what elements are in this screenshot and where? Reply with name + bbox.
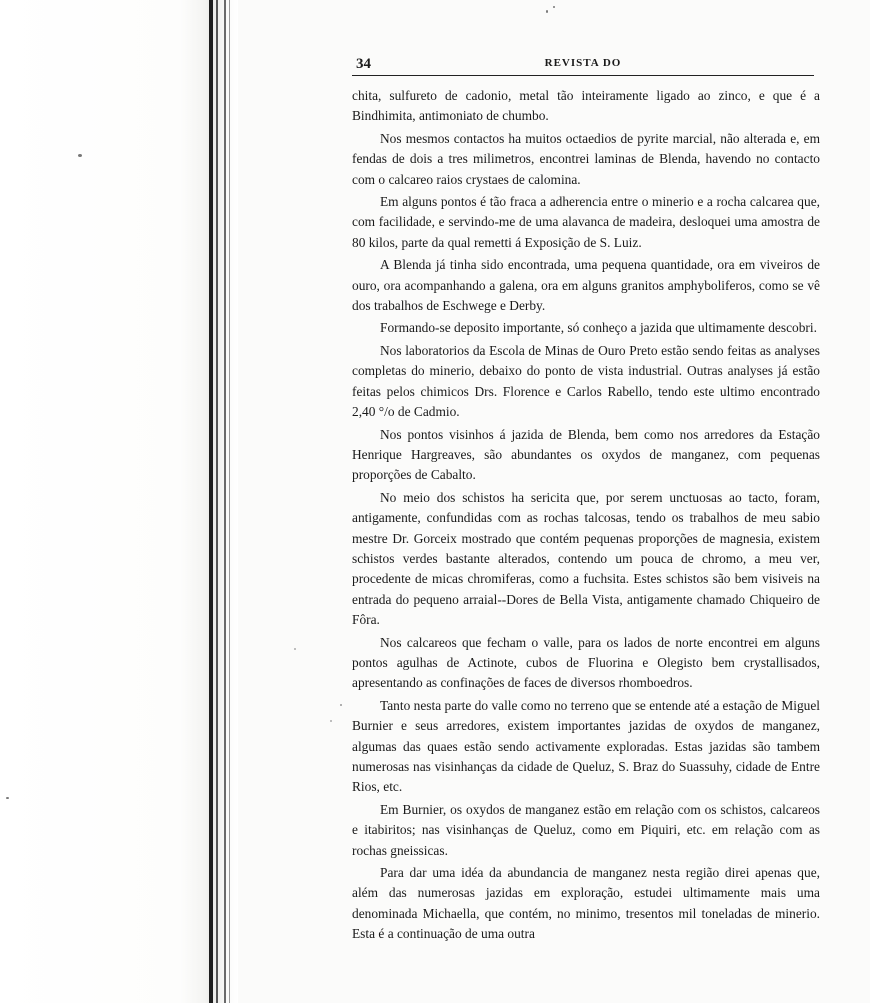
page-number: 34	[356, 56, 371, 72]
running-head: REVISTA DO	[544, 57, 622, 69]
binding-edge	[224, 0, 226, 1003]
scan-speck	[330, 720, 332, 722]
paragraph: Para dar uma idéa da abundancia de manganez nesta região direi apenas que, além das numerosas jazidas em exploração, estudei ultimamente mais uma denominada Michaella, que contém, no minimo, tresentos mil toneladas de minerio. Esta é a continuação de uma outra	[352, 865, 820, 942]
paragraph: Nos calcareos que fecham o valle, para os lados de norte encontrei em alguns pontos agulhas de Actinote, cubos de Fluorina e Olegisto bem crystallisados, apresentando as confinações de faces de diversos rhomboedros.	[352, 634, 820, 691]
scan-speck	[294, 648, 296, 650]
header-rule	[352, 75, 814, 76]
scan-speck	[78, 154, 82, 157]
paragraph: A Blenda já tinha sido encontrada, uma pequena quantidade, ora em viveiros de ouro, ora acompanhando a galena, ora em alguns granitos amphyboliferos, como se vê dos trabalhos de Eschwege e Derby.	[352, 257, 820, 314]
page-content	[352, 52, 824, 945]
paragraph: Em alguns pontos é tão fraca a adherencia entre o minerio e a rocha calcarea que, com facilidade, e servindo-me de uma alavanca de madeira, desloquei uma amostra de 80 kilos, parte da qual remetti á Exposição de S. Luiz.	[352, 194, 820, 250]
paragraph: Nos laboratorios da Escola de Minas de Ouro Preto estão sendo feitas as analyses completas do minerio, debaixo do ponto de vista industrial. Outras analyses já estão feitas pelos chimicos Drs. Florence e Carlos Rabello, tendo este ultimo encontrado 2,40 °/o de Cadmio.	[352, 342, 820, 420]
paragraph: Formando-se deposito importante, só conheço a jazida que ultimamente descobri.	[380, 320, 817, 336]
page-header	[352, 52, 814, 74]
paragraph: Nos mesmos contactos ha muitos octaedios de pyrite marcial, não alterada e, em fendas de dois a tres milimetros, encontrei laminas de Blenda, havendo no contacto com o calcareo raios crystaes de calomina.	[352, 130, 820, 187]
book-gutter	[0, 0, 238, 1003]
paragraph: chita, sulfureto de cadonio, metal tão inteiramente ligado ao zinco, e que é a Bindhimita, antimoniato de chumbo.	[352, 88, 820, 124]
scan-speck	[6, 797, 9, 799]
body-text	[352, 86, 820, 945]
scan-speck	[340, 704, 342, 706]
paragraph: Em Burnier, os oxydos de manganez estão em relação com os schistos, calcareos e itabiritos; nas visinhanças de Queluz, como em Piquiri, etc. em relação com as rochas gneissicas.	[352, 801, 820, 858]
scan-speck	[553, 6, 555, 8]
scan-speck	[546, 10, 548, 13]
binding-edge	[216, 0, 218, 1003]
paragraph: Nos pontos visinhos á jazida de Blenda, bem como nos arredores da Estação Henrique Hargreaves, são abundantes os oxydos de manganez, com pequenas proporções de Cabalto.	[352, 426, 820, 483]
paragraph: Tanto nesta parte do valle como no terreno que se entende até a estação de Miguel Burnier e seus arredores, existem importantes jazidas de oxydos de manganez, algumas das quaes estão sendo activamente exploradas. Estas jazidas são tambem numerosas nas visinhanças da cidade de Queluz, S. Braz do Suassuhy, cidade de Entre Rios, etc.	[352, 697, 820, 795]
binding-edge	[229, 0, 230, 1003]
paragraph: No meio dos schistos ha sericita que, por serem unctuosas ao tacto, foram, antigamente, confundidas com as rochas talcosas, tendo os trabalhos de meu sabio mestre Dr. Gorceix mostrado que contém pequenas proporções de magnesia, existem schistos verdes bastante alterados, contendo um pouca de chromo, a meu ver, procedente de micas chromiferas, como a fuchsita. Estes schistos são bem visiveis na entrada do pequeno arraial--Dores de Bella Vista, antigamente chamado Chiqueiro de Fôra.	[352, 489, 820, 628]
binding-edge	[209, 0, 213, 1003]
